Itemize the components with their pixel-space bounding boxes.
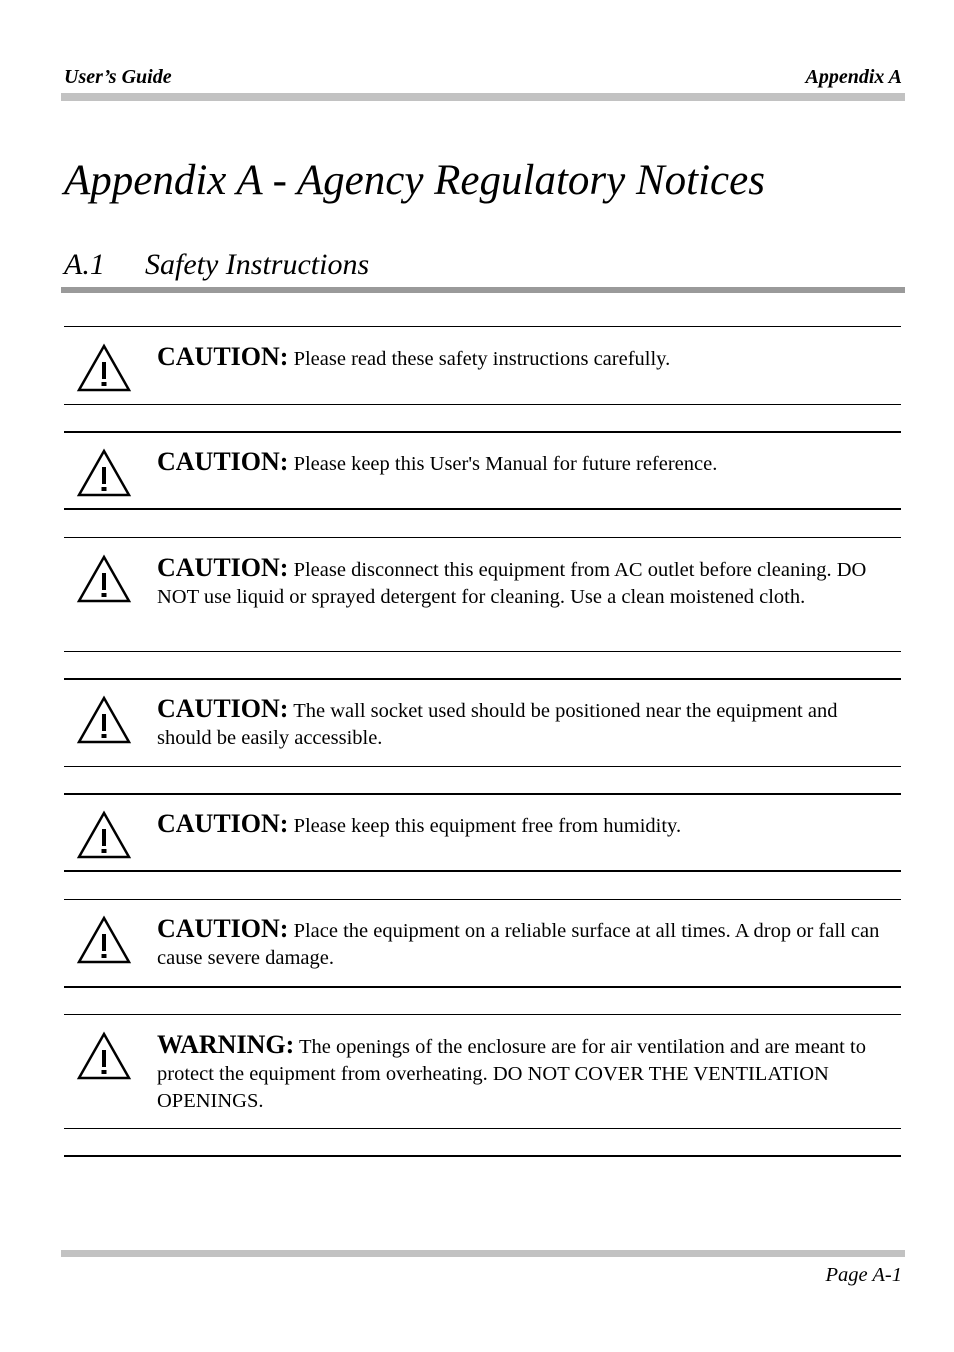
section-rule bbox=[61, 287, 905, 293]
notice-body: The wall socket used should be positioned near the equipment and should be easily accessible. bbox=[157, 700, 838, 749]
notice-text bbox=[157, 343, 887, 373]
section-number: A.1 bbox=[64, 248, 105, 281]
notice-label: WARNING: bbox=[157, 1030, 295, 1059]
section-heading bbox=[64, 248, 369, 282]
notice-label: CAUTION: bbox=[157, 342, 289, 371]
notice-text bbox=[157, 810, 887, 840]
notice-label: CAUTION: bbox=[157, 447, 289, 476]
warning-triangle-icon bbox=[76, 448, 132, 498]
notice-body: The openings of the enclosure are for air ventilation and are meant to protect the equipment from overheating. DO NOT COVER THE VENTILATION OPENINGS. bbox=[157, 1036, 866, 1112]
notice-body: Please keep this User's Manual for future reference. bbox=[293, 453, 718, 475]
running-header-right: Appendix A bbox=[805, 66, 902, 88]
notice-label: CAUTION: bbox=[157, 694, 289, 723]
notice-body: Place the equipment on a reliable surface at all times. A drop or fall can cause severe damage. bbox=[157, 920, 880, 969]
notice-label: CAUTION: bbox=[157, 809, 289, 838]
notice-body: Please keep this equipment free from humidity. bbox=[293, 815, 682, 837]
warning-triangle-icon bbox=[76, 915, 132, 965]
notice-text bbox=[157, 448, 887, 478]
header-rule bbox=[61, 93, 905, 101]
notice-text bbox=[157, 1031, 887, 1115]
warning-triangle-icon bbox=[76, 1031, 132, 1081]
section-title: Safety Instructions bbox=[145, 248, 370, 281]
footer-rule bbox=[61, 1250, 905, 1257]
running-header-left: User’s Guide bbox=[64, 66, 172, 88]
warning-triangle-icon bbox=[76, 554, 132, 604]
notice-label: CAUTION: bbox=[157, 914, 289, 943]
safety-notice bbox=[64, 431, 901, 510]
notice-text bbox=[157, 554, 887, 611]
warning-triangle-icon bbox=[76, 810, 132, 860]
notice-body: Please disconnect this equipment from AC outlet before cleaning. DO NOT use liquid or sprayed detergent for cleaning. Use a clean moistened cloth. bbox=[157, 559, 867, 608]
page-number: Page A-1 bbox=[825, 1264, 902, 1286]
notice-body: Please read these safety instructions carefully. bbox=[293, 348, 671, 370]
notice-label: CAUTION: bbox=[157, 553, 289, 582]
safety-notice bbox=[64, 678, 901, 767]
end-rule bbox=[64, 1155, 901, 1157]
warning-triangle-icon bbox=[76, 695, 132, 745]
safety-notice bbox=[64, 1014, 901, 1129]
page-title: Appendix A - Agency Regulatory Notices bbox=[64, 157, 765, 204]
notice-text bbox=[157, 695, 887, 752]
safety-notice bbox=[64, 537, 901, 652]
warning-triangle-icon bbox=[76, 343, 132, 393]
safety-notice bbox=[64, 793, 901, 872]
safety-notice bbox=[64, 326, 901, 405]
safety-notice bbox=[64, 899, 901, 988]
notice-text bbox=[157, 915, 887, 972]
